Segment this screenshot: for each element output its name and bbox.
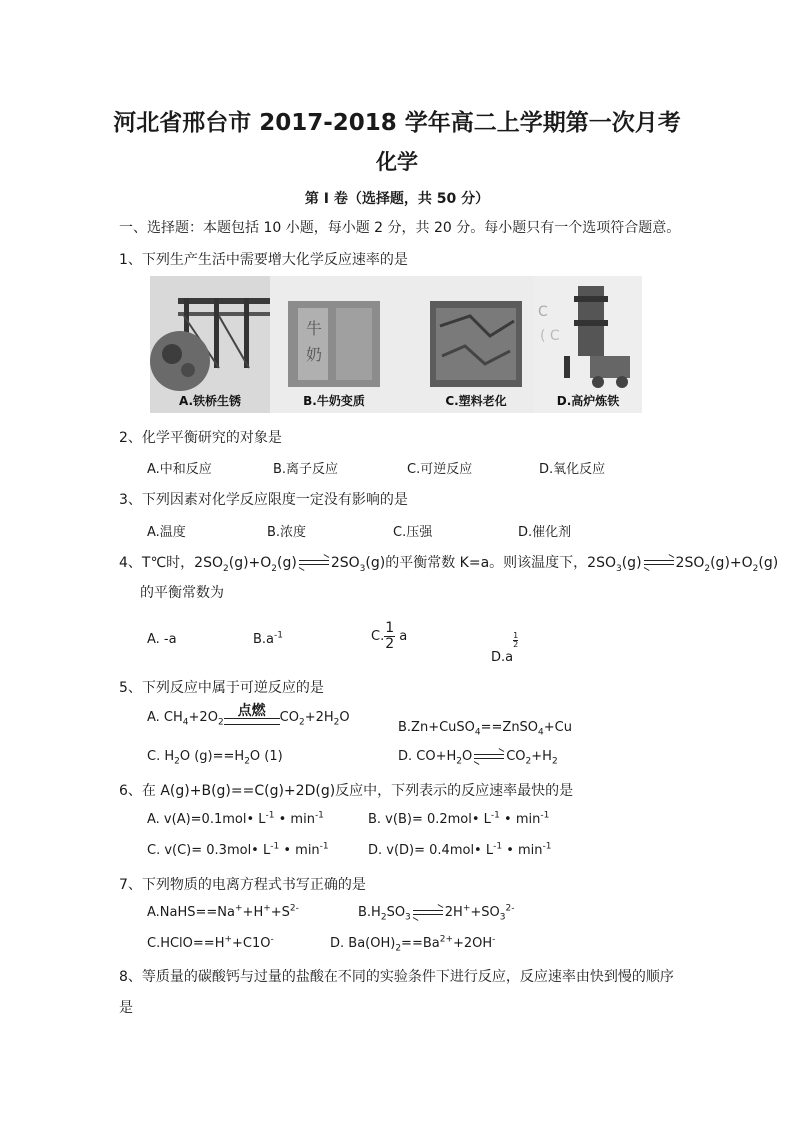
rusty-bridge-image (150, 276, 270, 413)
q1-stem: 1、下列生产生活中需要增大化学反应速率的是 (119, 252, 408, 268)
q3-option-a: A.温度 (147, 525, 186, 540)
q5-stem: 5、下列反应中属于可逆反应的是 (119, 680, 324, 696)
blast-furnace-image (534, 276, 642, 413)
q5-option-a: A. $CH_4+2O_2$ 点燃 $CO_2+2H_2O$ (147, 703, 350, 728)
equilibrium-arrow-icon (644, 558, 674, 568)
q2-option-c: C.可逆反应 (407, 462, 473, 477)
q2-option-a: A.中和反应 (147, 462, 212, 477)
q4-option-c: C. $\frac{1}{2}$ a (371, 620, 408, 652)
q6-option-c: C. v(C)= 0.3mol• $L^{-1}$ • $\min^{-1}$ (147, 841, 329, 858)
q7-option-d: D. $Ba(OH)_2==Ba^{2+}+2OH^-$ (330, 934, 496, 954)
svg-text:( C: ( C (540, 328, 560, 344)
q6-option-d: D. v(D)= 0.4mol• $L^{-1}$ • $\min^{-1}$ (368, 841, 552, 858)
part1-instructions: 一、选择题：本题包括 10 小题，每小题 2 分，共 20 分。每小题只有一个选项符合题意。 (119, 220, 681, 236)
q6-stem: 6、在 A(g)+B(g)==C(g)+2D(g)反应中，下列表示的反应速率最快的是 (119, 783, 574, 799)
q6-option-a: A. v(A)=0.1mol• $L^{-1}$ • $\min^{-1}$ (147, 810, 324, 827)
equilibrium-arrow-icon (299, 558, 329, 568)
q3-option-c: C.压强 (393, 525, 433, 540)
q7-stem: 7、下列物质的电离方程式书写正确的是 (119, 877, 366, 893)
equilibrium-arrow-icon (413, 908, 443, 918)
q3-option-d: D.催化剂 (518, 525, 572, 540)
spoiled-milk-image (288, 276, 380, 413)
q7-option-b: $B.H_2SO_3$ $2H^++SO_3^{2-}$ (358, 903, 515, 923)
q2-stem: 2、化学平衡研究的对象是 (119, 430, 282, 446)
q2-option-b: B.离子反应 (273, 462, 339, 477)
q1-caption-a: A.铁桥生锈 (178, 394, 242, 408)
aged-plastic-image (430, 276, 522, 413)
page-title: 河北省邢台市 2017-2018 学年高二上学期第一次月考 (113, 110, 681, 136)
q3-stem: 3、下列因素对化学反应限度一定没有影响的是 (119, 492, 408, 508)
equilibrium-arrow-icon (474, 752, 504, 762)
section-heading: 第 I 卷（选择题，共 50 分） (304, 191, 490, 207)
q5-option-b: B.Zn+CuSO$_4$==ZnSO$_4$+Cu (398, 720, 572, 738)
q4-option-d: D.a $\frac{1}{2}$ (491, 631, 519, 665)
subject-title: 化学 (376, 150, 418, 174)
q3-option-b: B.浓度 (267, 525, 307, 540)
q5-option-d: D. $CO+H_2O$ $CO_2+H_2$ (398, 749, 558, 767)
q4-stem: 4、T℃时，$2SO_2(g)+O_2(g)$ $2SO_3(g)$的平衡常数 K=a。则该温度下，$2SO_3(g)$ $2SO_2(g)+O_2(g)$ (119, 555, 779, 574)
q7-option-a: $A.NaHS==Na^++H^++S^{2-}$ (147, 903, 299, 920)
q2-option-d: D.氧化反应 (539, 462, 606, 477)
q4-option-b: $B.a^{-1}$ (253, 630, 284, 647)
q8-stem-line2: 是 (119, 1000, 133, 1016)
svg-text:C: C (538, 304, 548, 320)
q1-photo-strip (150, 276, 642, 413)
q6-option-b: B. v(B)= 0.2mol• $L^{-1}$ • $\min^{-1}$ (368, 810, 550, 827)
q8-stem: 8、等质量的碳酸钙与过量的盐酸在不同的实验条件下进行反应，反应速率由快到慢的顺序 (119, 969, 674, 985)
q1-caption-b: B.牛奶变质 (303, 394, 365, 408)
svg-text:牛: 牛 (306, 319, 323, 338)
q5-option-c: C. $H_2O$ $(g)==H_2O$ (1) (147, 749, 283, 767)
q1-caption-c: C.塑料老化 (445, 394, 507, 408)
q4-stem-line2: 的平衡常数为 (140, 585, 224, 601)
q4-option-a: A. -a (147, 632, 177, 647)
q7-option-c: C.HClO==H++C1O- (147, 934, 274, 951)
q1-caption-d: D.高炉炼铁 (556, 394, 620, 408)
svg-text:奶: 奶 (306, 345, 323, 364)
